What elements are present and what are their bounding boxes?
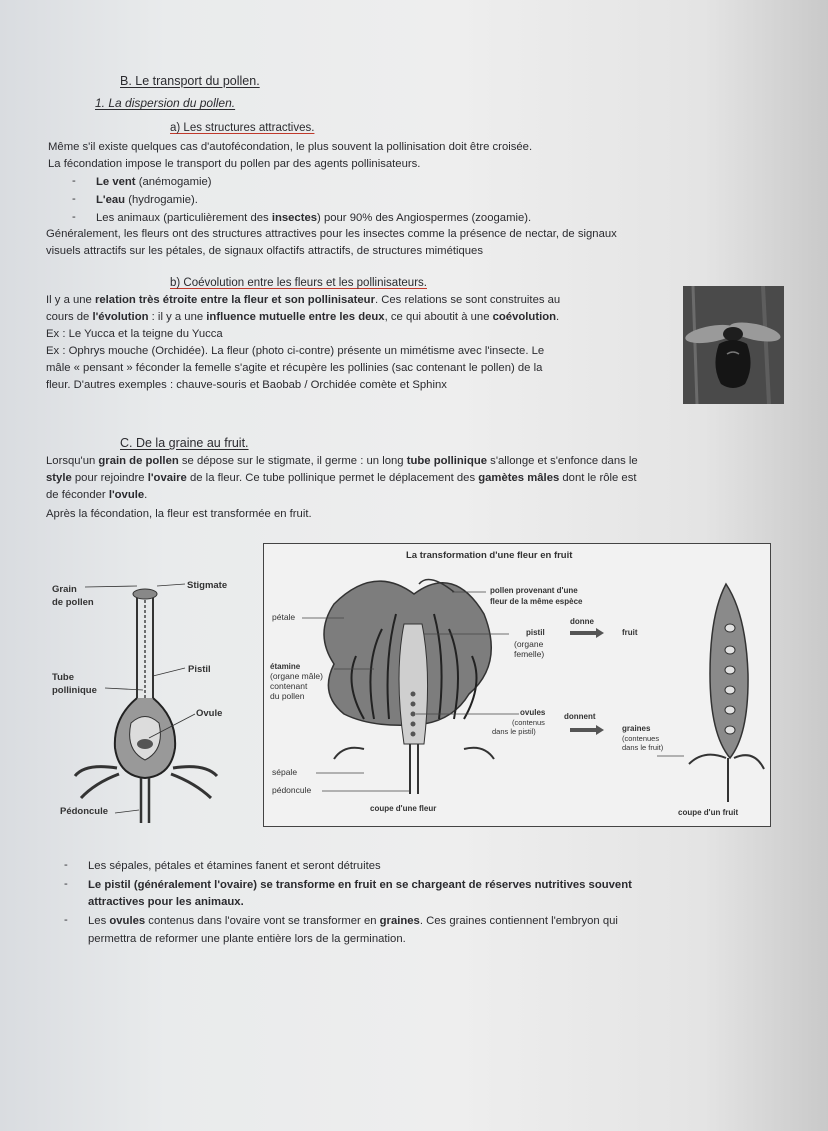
list-item-vent: Le vent (anémogamie): [96, 176, 212, 188]
section-b1-title: 1. La dispersion du pollen.: [95, 96, 236, 110]
graine-line-2: style pour rejoindre l'ovaire de la fleur. Ce tube pollinique permet le déplacement des gamètes mâles dont le rôle est: [46, 472, 637, 484]
label-ovule: Ovule: [196, 708, 223, 719]
label-organe-f1: (organe: [514, 639, 544, 649]
label-pollen-2: fleur de la même espèce: [490, 597, 583, 606]
label-ovules: ovules: [520, 708, 546, 717]
graine-line-1: Lorsqu'un grain de pollen se dépose sur le stigmate, il germe : un long tube pollinique s'allonge et s'enfonce dans le: [46, 455, 638, 467]
flower-to-fruit-figure: [263, 543, 771, 827]
coevolution-ex-yucca: Ex : Le Yucca et la teigne du Yucca: [46, 328, 223, 340]
list-item-eau: L'eau (hydrogamie).: [96, 194, 198, 206]
paragraph-fecondation: La fécondation impose le transport du pollen par des agents pollinisateurs.: [48, 158, 421, 170]
section-b1b-title: b) Coévolution entre les fleurs et les pollinisateurs.: [170, 277, 427, 289]
coevolution-ex-ophrys-3: fleur. D'autres exemples : chauve-souris et Baobab / Orchidée comète et Sphinx: [46, 379, 447, 391]
section-b1a-title: a) Les structures attractives.: [170, 122, 315, 134]
label-tube: Tube: [52, 672, 74, 683]
label-pistil: Pistil: [188, 664, 211, 675]
bottom-item-pistil: Le pistil (généralement l'ovaire) se transforme en fruit en se chargeant de réserves nutritives souvent: [88, 879, 632, 891]
coevolution-line-1: Il y a une relation très étroite entre la fleur et son pollinisateur. Ces relations se sont construites au: [46, 294, 561, 306]
label-organe-f2: femelle): [514, 649, 545, 659]
coevolution-ex-ophrys-2: mâle « pensant » féconder la femelle s'agite et récupère les pollinies (sac contenant le pollen) de la: [46, 362, 543, 374]
bottom-item-ovules: Les ovules contenus dans l'ovaire vont se transformer en graines. Ces graines contiennent l'embryon qui: [88, 915, 618, 927]
label-donnent: donnent: [564, 712, 596, 721]
label-graines: graines: [622, 724, 651, 733]
label-sepale: sépale: [272, 767, 298, 777]
bottom-item-pistil-2: attractives pour les animaux.: [88, 896, 244, 908]
label-donne: donne: [570, 617, 594, 626]
label-etamine: étamine: [270, 662, 301, 671]
label-coupe-fruit: coupe d'un fruit: [678, 808, 739, 817]
coevolution-ex-ophrys-1: Ex : Ophrys mouche (Orchidée). La fleur (photo ci-contre) présente un mimétisme avec l'insecte. Le: [46, 345, 545, 357]
label-pedoncule: Pédoncule: [60, 806, 109, 817]
section-b-title: B. Le transport du pollen.: [120, 74, 260, 88]
label-grain: Grain: [52, 584, 77, 595]
label-ovules-3: dans le pistil): [492, 727, 536, 736]
bottom-item-ovules-2: permettra de reformer une plante entière lors de la germination.: [88, 933, 406, 945]
label-stigmate: Stigmate: [187, 580, 228, 591]
label-petale: pétale: [272, 612, 296, 622]
label-etamine-3: contenant: [270, 681, 308, 691]
list-item-animaux: Les animaux (particulièrement des insectes) pour 90% des Angiospermes (zoogamie).: [96, 212, 532, 224]
section-c-title: C. De la graine au fruit.: [120, 436, 249, 450]
graine-line-3: de féconder l'ovule.: [46, 489, 148, 501]
paragraph-autofecondation: Même s'il existe quelques cas d'autofécondation, le plus souvent la pollinisation doit être croisée.: [48, 141, 533, 153]
pistil-diagram: [45, 578, 245, 828]
ophrys-photo: [683, 286, 784, 404]
paragraph-attractives-2: visuels attractifs sur les pétales, de signaux olfactifs attractifs, de structures mimétiques: [46, 245, 483, 257]
label-pollen-1: pollen provenant d'une: [490, 586, 578, 595]
coevolution-line-2: cours de l'évolution : il y a une influence mutuelle entre les deux, ce qui aboutit à une coévolution.: [46, 311, 560, 323]
label-pistil-r: pistil: [526, 628, 545, 637]
label-graines-2: (contenues: [622, 734, 660, 743]
label-ovules-2: (contenus: [512, 718, 545, 727]
bottom-item-sepales: Les sépales, pétales et étamines fanent et seront détruites: [88, 860, 381, 872]
figure-title: La transformation d'une fleur en fruit: [406, 550, 573, 561]
label-de-pollen: de pollen: [52, 597, 94, 608]
label-fruit: fruit: [622, 628, 638, 637]
label-etamine-4: du pollen: [270, 691, 305, 701]
label-pollinique: pollinique: [52, 685, 97, 696]
label-graines-3: dans le fruit): [622, 743, 664, 752]
label-etamine-2: (organe mâle): [270, 671, 323, 681]
label-pedoncule-r: pédoncule: [272, 785, 312, 795]
graine-line-4: Après la fécondation, la fleur est transformée en fruit.: [46, 508, 312, 520]
label-coupe-fleur: coupe d'une fleur: [370, 804, 437, 813]
paragraph-attractives-1: Généralement, les fleurs ont des structures attractives pour les insectes comme la présence de nectar, de signaux: [46, 228, 617, 240]
